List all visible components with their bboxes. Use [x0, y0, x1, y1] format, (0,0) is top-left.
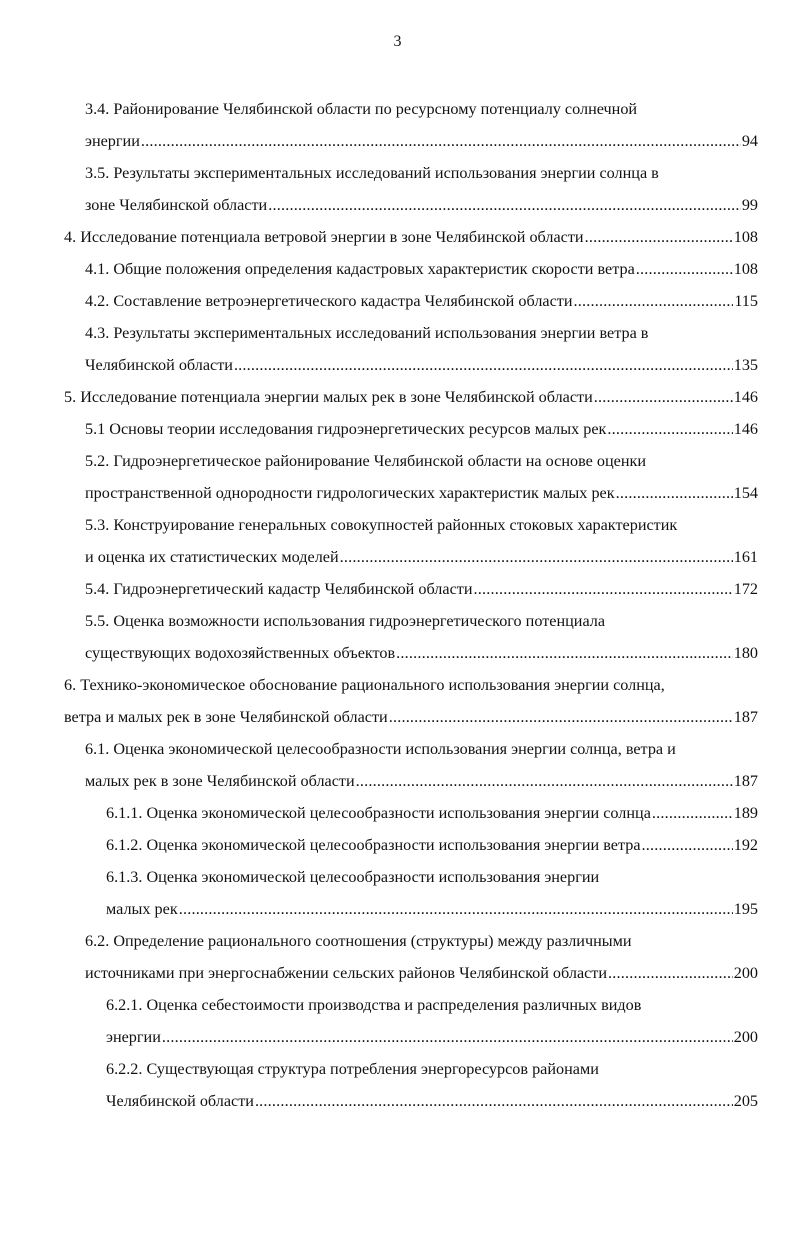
leader-dots [389, 705, 733, 729]
toc-page-number: 99 [741, 196, 758, 214]
toc-entry-6-line1 [64, 673, 665, 697]
toc-entry-text: 6.1.1. Оценка экономической целесообразности использования энергии солнца [106, 804, 651, 822]
toc-entry-6-1-3-line2[interactable] [106, 897, 758, 921]
toc-entry-text: 6.2. Определение рационального соотношения (структуры) между различными [85, 932, 632, 950]
toc-entry-text: Челябинской области [106, 1092, 254, 1110]
toc-page-number: 200 [733, 964, 758, 982]
toc-entry-5-1[interactable] [85, 417, 758, 441]
toc-entry-text: малых рек [106, 900, 178, 918]
leader-dots [607, 417, 732, 441]
toc-entry-text: пространственной однородности гидрологических характеристик малых рек [85, 484, 615, 502]
toc-entry-text: 6. Технико-экономическое обоснование рационального использования энергии солнца, [64, 676, 665, 694]
toc-page-number: 115 [734, 292, 758, 310]
toc-entry-text: и оценка их статистических моделей [85, 548, 339, 566]
toc-entry-text: малых рек в зоне Челябинской области [85, 772, 355, 790]
toc-entry-6-2-2-line1 [106, 1057, 599, 1081]
toc-entry-5-4[interactable] [85, 577, 758, 601]
toc-entry-3-4-line2[interactable] [85, 129, 758, 153]
toc-entry-6-1-2[interactable] [106, 833, 758, 857]
toc-entry-6-1-line1 [85, 737, 676, 761]
toc-entry-text: 6.2.2. Существующая структура потребления энергоресурсов районами [106, 1060, 599, 1078]
leader-dots [162, 1025, 733, 1049]
toc-entry-text: 5.2. Гидроэнергетическое районирование Челябинской области на основе оценки [85, 452, 647, 470]
toc-entry-6-1-1[interactable] [106, 801, 758, 825]
toc-entry-text: 6.2.1. Оценка себестоимости производства и распределения различных видов [106, 996, 642, 1014]
leader-dots [356, 769, 733, 793]
toc-entry-text: 5.5. Оценка возможности использования гидроэнергетического потенциала [85, 612, 606, 630]
page-number: 3 [393, 33, 402, 50]
toc-entry-6-2-1-line2[interactable] [106, 1025, 758, 1049]
toc-page-number: 108 [733, 228, 758, 246]
leader-dots [234, 353, 733, 377]
toc-entry-5[interactable] [64, 385, 758, 409]
toc-page-number: 172 [733, 580, 758, 598]
toc-entry-6-2-1-line1 [106, 993, 641, 1017]
toc-page-number: 146 [733, 420, 758, 438]
toc-entry-text: 5.3. Конструирование генеральных совокупностей районных стоковых характеристик [85, 516, 678, 534]
toc-entry-6-2-2-line2[interactable] [106, 1089, 758, 1113]
toc-entry-3-5-line1 [85, 161, 659, 185]
leader-dots [636, 257, 733, 281]
leader-dots [574, 289, 734, 313]
leader-dots [179, 897, 733, 921]
toc-entry-text: 3.5. Результаты экспериментальных исследований использования энергии солнца в [85, 164, 659, 182]
toc-entry-text: 4. Исследование потенциала ветровой энергии в зоне Челябинской области [64, 228, 584, 246]
toc-entry-5-2-line1 [85, 449, 646, 473]
toc-entry-3-4-line1 [85, 97, 637, 121]
toc-page-number: 146 [733, 388, 758, 406]
toc-page-number: 189 [733, 804, 758, 822]
leader-dots [642, 833, 733, 857]
toc-entry-5-5-line1 [85, 609, 605, 633]
toc-entry-text: 6.1. Оценка экономической целесообразности использования энергии солнца, ветра и [85, 740, 676, 758]
toc-entry-5-3-line2[interactable] [85, 545, 758, 569]
toc-entry-4-3-line2[interactable] [85, 353, 758, 377]
leader-dots [255, 1089, 733, 1113]
toc-entry-text: ветра и малых рек в зоне Челябинской области [64, 708, 388, 726]
leader-dots [474, 577, 733, 601]
toc-page-number: 195 [733, 900, 758, 918]
leader-dots [652, 801, 733, 825]
toc-entry-6-2-line1 [85, 929, 632, 953]
leader-dots [608, 961, 733, 985]
toc-entry-text: энергии [85, 132, 140, 150]
leader-dots [141, 129, 741, 153]
leader-dots [396, 641, 733, 665]
toc-page-number: 161 [733, 548, 758, 566]
toc-page-number: 108 [733, 260, 758, 278]
toc-page-number: 205 [733, 1092, 758, 1110]
toc-page-number: 180 [733, 644, 758, 662]
leader-dots [340, 545, 733, 569]
toc-entry-text: Челябинской области [85, 356, 233, 374]
toc-page-number: 187 [733, 772, 758, 790]
toc-entry-text: источниками при энергоснабжении сельских районов Челябинской области [85, 964, 608, 982]
leader-dots [585, 225, 733, 249]
toc-page-number: 200 [733, 1028, 758, 1046]
leader-dots [268, 193, 741, 217]
toc-page-number: 135 [733, 356, 758, 374]
toc-entry-4-1[interactable] [85, 257, 758, 281]
toc-entry-text: 4.1. Общие положения определения кадастровых характеристик скорости ветра [85, 260, 635, 278]
toc-entry-5-5-line2[interactable] [85, 641, 758, 665]
toc-entry-text: 6.1.2. Оценка экономической целесообразности использования энергии ветра [106, 836, 641, 854]
toc-entry-text: 3.4. Районирование Челябинской области по ресурсному потенциалу солнечной [85, 100, 638, 118]
toc-entry-text: 5.1 Основы теории исследования гидроэнергетических ресурсов малых рек [85, 420, 607, 438]
toc-entry-6-2-line2[interactable] [85, 961, 758, 985]
toc-entry-6-1-line2[interactable] [85, 769, 758, 793]
toc-entry-text: 6.1.3. Оценка экономической целесообразности использования энергии [106, 868, 600, 886]
toc-entry-6-1-3-line1 [106, 865, 599, 889]
toc-entry-text: зоне Челябинской области [85, 196, 268, 214]
leader-dots [616, 481, 733, 505]
toc-entry-text: существующих водохозяйственных объектов [85, 644, 396, 662]
toc-page-number: 187 [733, 708, 758, 726]
toc-entry-4[interactable] [64, 225, 758, 249]
toc-page-number: 154 [733, 484, 758, 502]
toc-page-number: 192 [733, 836, 758, 854]
toc-entry-6-line2[interactable] [64, 705, 758, 729]
toc-entry-text: 4.2. Составление ветроэнергетического кадастра Челябинской области [85, 292, 573, 310]
toc-entry-3-5-line2[interactable] [85, 193, 758, 217]
toc-entry-text: 5.4. Гидроэнергетический кадастр Челябинской области [85, 580, 473, 598]
toc-entry-5-3-line1 [85, 513, 677, 537]
toc-entry-text: 5. Исследование потенциала энергии малых рек в зоне Челябинской области [64, 388, 593, 406]
toc-entry-5-2-line2[interactable] [85, 481, 758, 505]
toc-entry-text: энергии [106, 1028, 161, 1046]
toc-page-number: 94 [741, 132, 758, 150]
leader-dots [594, 385, 733, 409]
toc-entry-4-2[interactable] [85, 289, 758, 313]
toc-entry-4-3-line1 [85, 321, 648, 345]
toc-entry-text: 4.3. Результаты экспериментальных исследований использования энергии ветра в [85, 324, 649, 342]
